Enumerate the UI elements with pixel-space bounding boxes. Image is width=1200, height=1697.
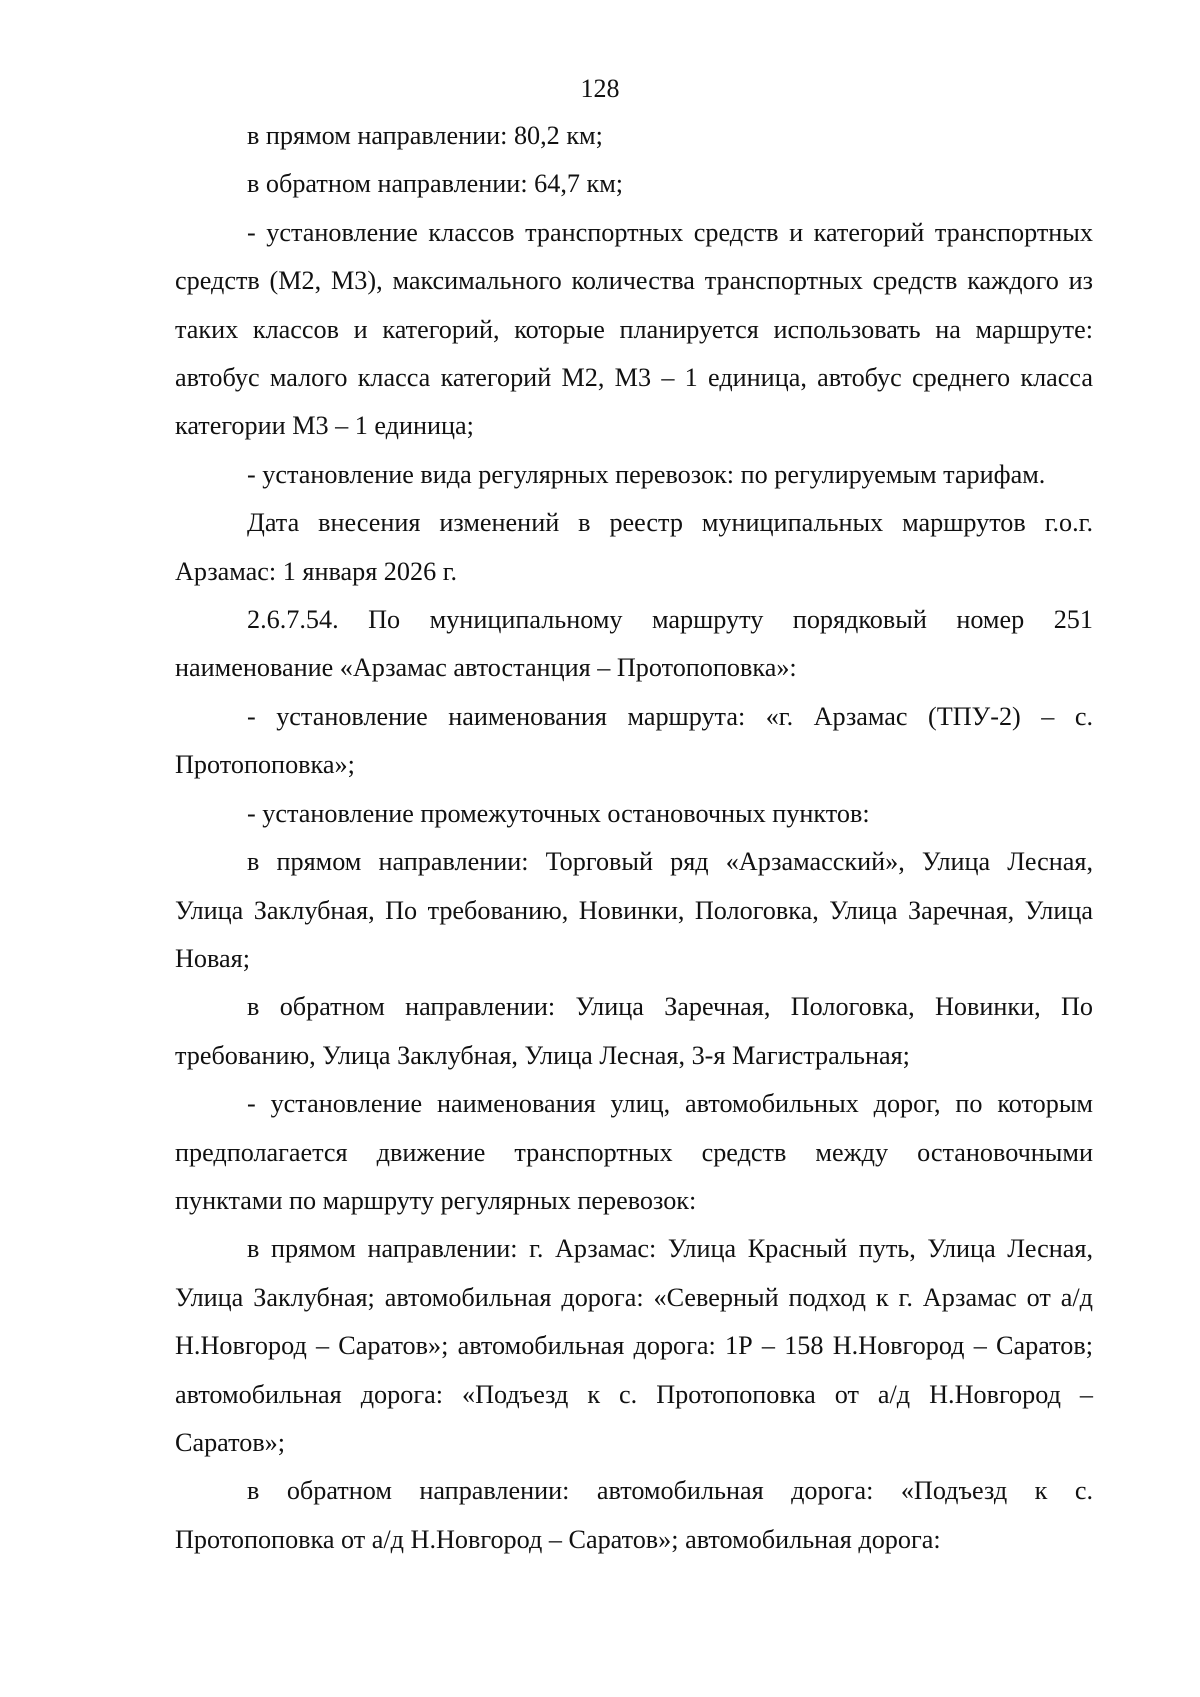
paragraph-stops-reverse: в обратном направлении: Улица Заречная, Пологовка, Новинки, По требованию, Улица Заклубная, Улица Лесная, 3-я Магистральная; <box>175 992 1093 1070</box>
paragraph-streets-forward: в прямом направлении: г. Арзамас: Улица Красный путь, Улица Лесная, Улица Заклубная; автомобильная дорога: «Северный подход к г. Арзамас от а/д Н.Новгород – Саратов»; автомобильная дорога: 1Р – 158 Н.Новгород – Саратов; автомобильная дорога: «Подъезд к с. Протопоповка от а/д Н.Новгород – Саратов»; <box>175 1234 1093 1457</box>
paragraph-vehicle-classes: - установление классов транспортных средств и категорий транспортных средств (М2, М3), максимального количества транспортных средств каждого из таких классов и категорий, которые планируется использовать на маршруте: автобус малого класса категорий М2, М3 – 1 единица, автобус среднего класса категории М3 – 1 единица; <box>175 217 1093 441</box>
page-number: 128 <box>580 74 620 103</box>
paragraph-streets-reverse: в обратном направлении: автомобильная дорога: «Подъезд к с. Протопоповка от а/д Н.Новгород – Саратов»; автомобильная дорога: <box>175 1476 1093 1554</box>
paragraph-route-name: - установление наименования маршрута: «г. Арзамас (ТПУ-2) – с. Протопоповка»; <box>175 701 1093 780</box>
paragraph-intermediate-stops: - установление промежуточных остановочных пунктов: <box>247 798 870 828</box>
paragraph-transport-type: - установление вида регулярных перевозок: по регулируемым тарифам. <box>247 459 1046 489</box>
document-body <box>175 112 1093 1564</box>
paragraph-route-251-heading: 2.6.7.54. По муниципальному маршруту порядковый номер 251 наименование «Арзамас автостанция – Протопоповка»: <box>175 605 1093 683</box>
paragraph-forward-distance: в прямом направлении: 80,2 км; <box>247 121 603 150</box>
paragraph-street-names: - установление наименования улиц, автомобильных дорог, по которым предполагается движение транспортных средств между остановочными пунктами по маршруту регулярных перевозок: <box>175 1089 1093 1215</box>
paragraph-stops-forward: в прямом направлении: Торговый ряд «Арзамасский», Улица Лесная, Улица Заклубная, По требованию, Новинки, Пологовка, Улица Заречная, Улица Новая; <box>175 847 1093 973</box>
paragraph-reverse-distance: в обратном направлении: 64,7 км; <box>247 169 624 199</box>
paragraph-registry-date: Дата внесения изменений в реестр муниципальных маршрутов г.о.г. Арзамас: 1 января 2026 г. <box>175 508 1093 586</box>
